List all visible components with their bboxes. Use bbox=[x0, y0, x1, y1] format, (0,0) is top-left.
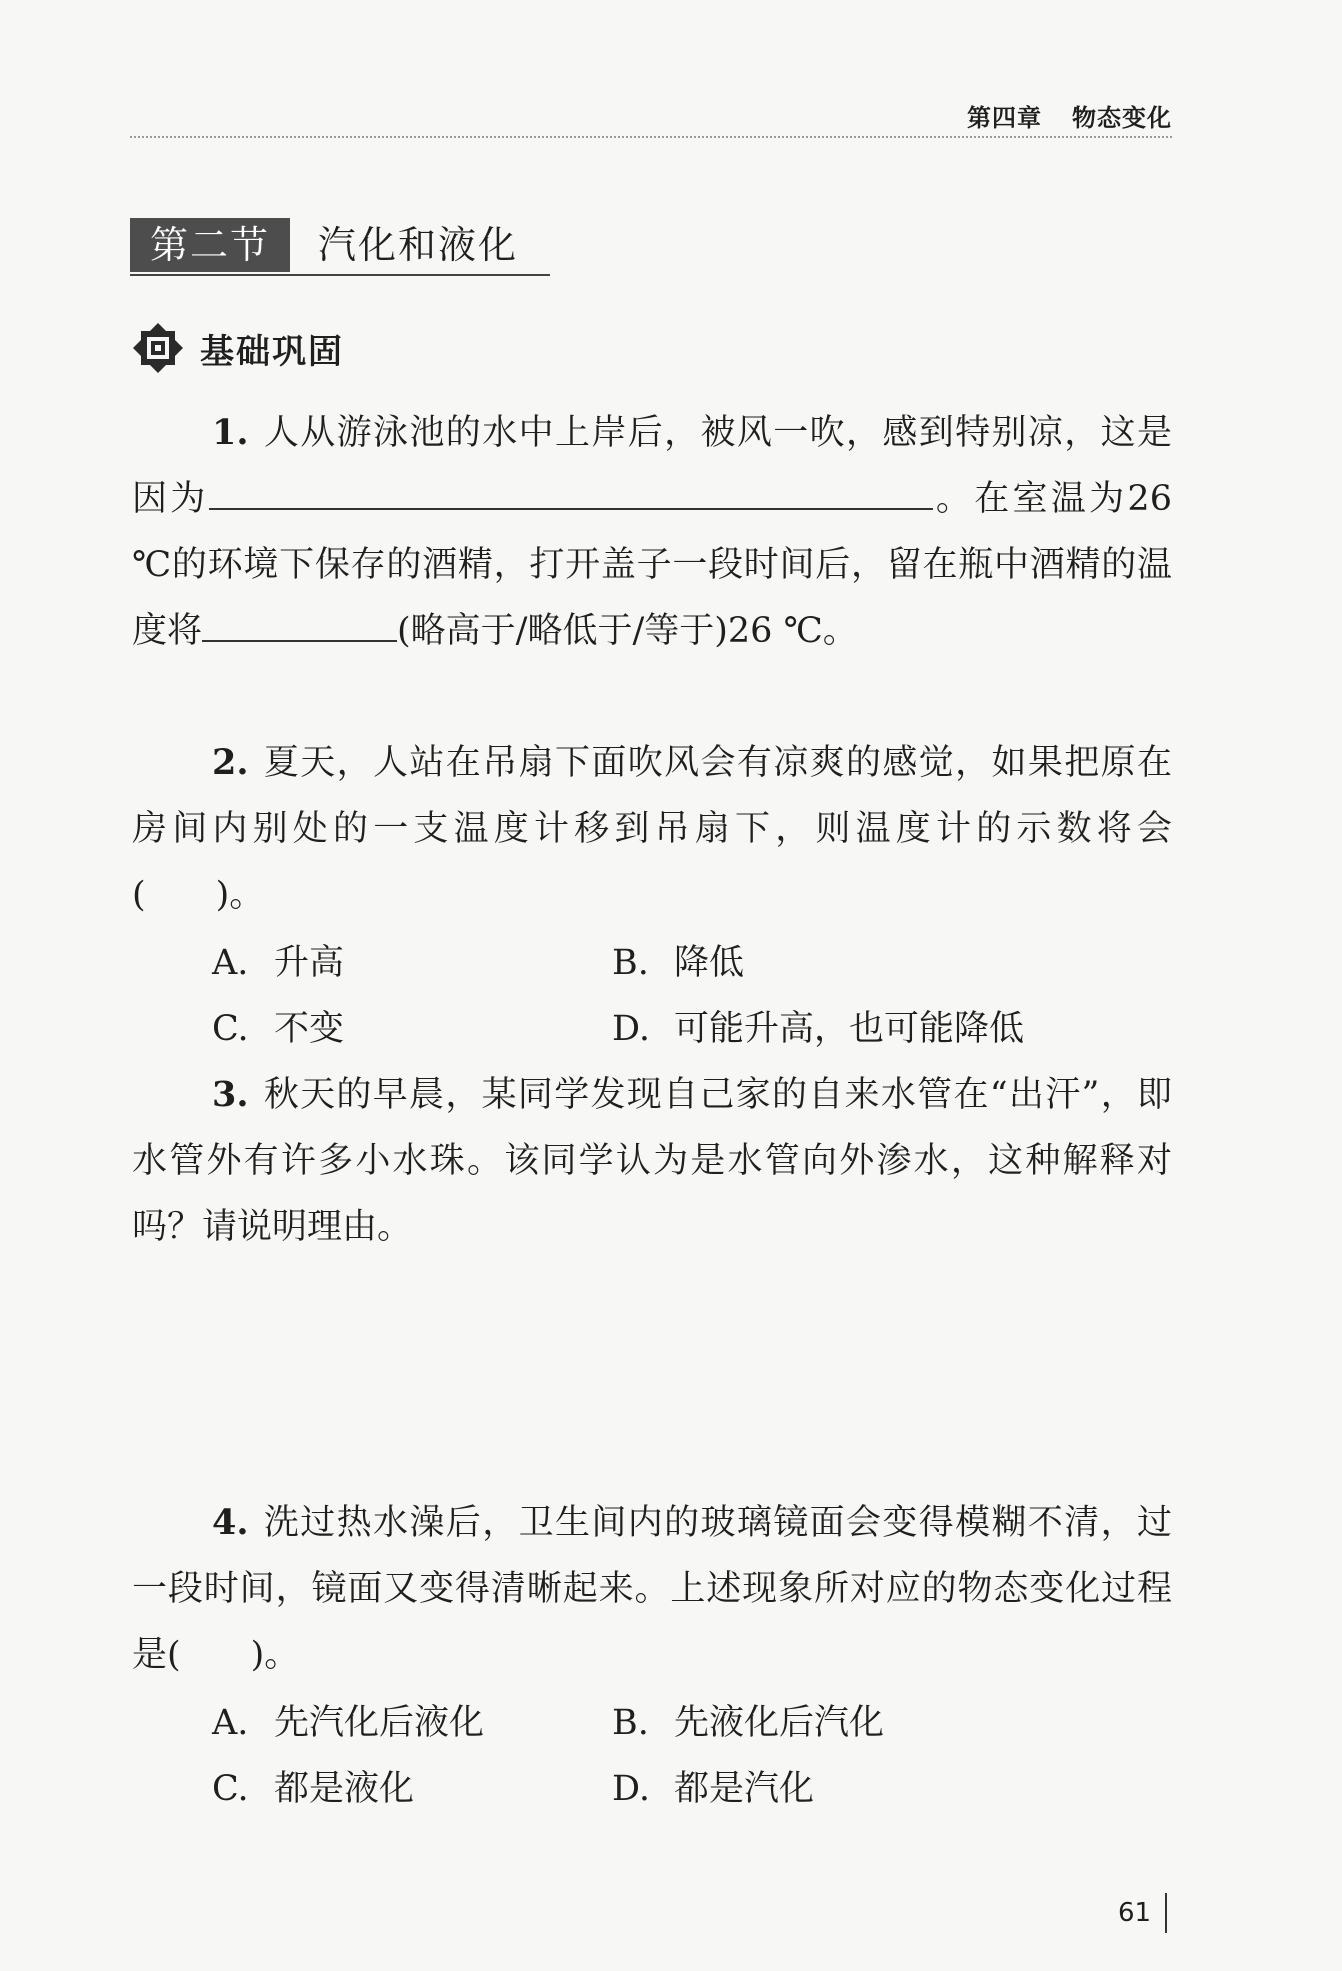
question-text: (略高于/略低于/等于)26 ℃。 bbox=[397, 611, 858, 651]
question-1 bbox=[132, 400, 1172, 664]
chapter-title: 物态变化 bbox=[1072, 104, 1172, 132]
page-number: 61 bbox=[1118, 1893, 1167, 1933]
question-text: 。 bbox=[932, 479, 975, 519]
question-text: 洗过热水澡后，卫生间内的玻璃镜面会变得模糊不清，过一段时间，镜面又变得清晰起来。上述现象所对应的物态变化过程是( )。 bbox=[132, 1503, 1172, 1675]
question-number: 4. bbox=[212, 1502, 249, 1543]
option-b[interactable]: B. 先液化后汽化 bbox=[612, 1703, 885, 1743]
subsection-title: 基础巩固 bbox=[200, 331, 344, 372]
chapter-label bbox=[967, 98, 1172, 133]
section-number: 第二节 bbox=[130, 218, 290, 272]
question-4 bbox=[132, 1490, 1172, 1688]
question-3 bbox=[132, 1062, 1172, 1260]
question-text: 秋天的早晨，某同学发现自己家的自来水管在“出汗”，即水管外有许多小水珠。该同学认为是水管向外渗水，这种解释对吗？请说明理由。 bbox=[132, 1075, 1172, 1247]
question-text: 人从游泳池的水中上岸后，被风一吹，感到特别凉，这是因为 bbox=[132, 413, 1172, 519]
question-number: 3. bbox=[212, 1074, 249, 1115]
question-text: 夏天，人站在吊扇下面吹风会有凉爽的感觉，如果把原在房间内别处的一支温度计移到吊扇下，则温度计的示数将会( )。 bbox=[132, 743, 1172, 915]
diamond-ornament-icon bbox=[132, 322, 184, 374]
option-b[interactable]: B. 降低 bbox=[612, 943, 745, 983]
question-text: 在室温为26 ℃的环境下保存的酒精，打开盖子一段时间后，留在瓶中酒精的温度将 bbox=[132, 479, 1172, 651]
option-a[interactable]: A. 先汽化后液化 bbox=[212, 1703, 485, 1743]
question-number: 2. bbox=[212, 742, 249, 783]
answer-blank[interactable] bbox=[202, 600, 397, 642]
subsection-heading bbox=[132, 320, 344, 376]
section-name: 汽化和液化 bbox=[318, 223, 519, 267]
running-header bbox=[130, 92, 1172, 138]
answer-area[interactable] bbox=[132, 1270, 1172, 1470]
question-number: 1. bbox=[212, 412, 249, 453]
section-title bbox=[130, 218, 550, 276]
chapter-number: 第四章 bbox=[967, 104, 1042, 132]
question-2 bbox=[132, 730, 1172, 928]
answer-blank[interactable] bbox=[209, 468, 933, 510]
option-d[interactable]: D. 可能升高，也可能降低 bbox=[612, 1009, 1025, 1049]
option-c[interactable]: C. 都是液化 bbox=[212, 1769, 415, 1809]
option-c[interactable]: C. 不变 bbox=[212, 1009, 345, 1049]
option-a[interactable]: A. 升高 bbox=[212, 943, 345, 983]
option-d[interactable]: D. 都是汽化 bbox=[612, 1769, 815, 1809]
